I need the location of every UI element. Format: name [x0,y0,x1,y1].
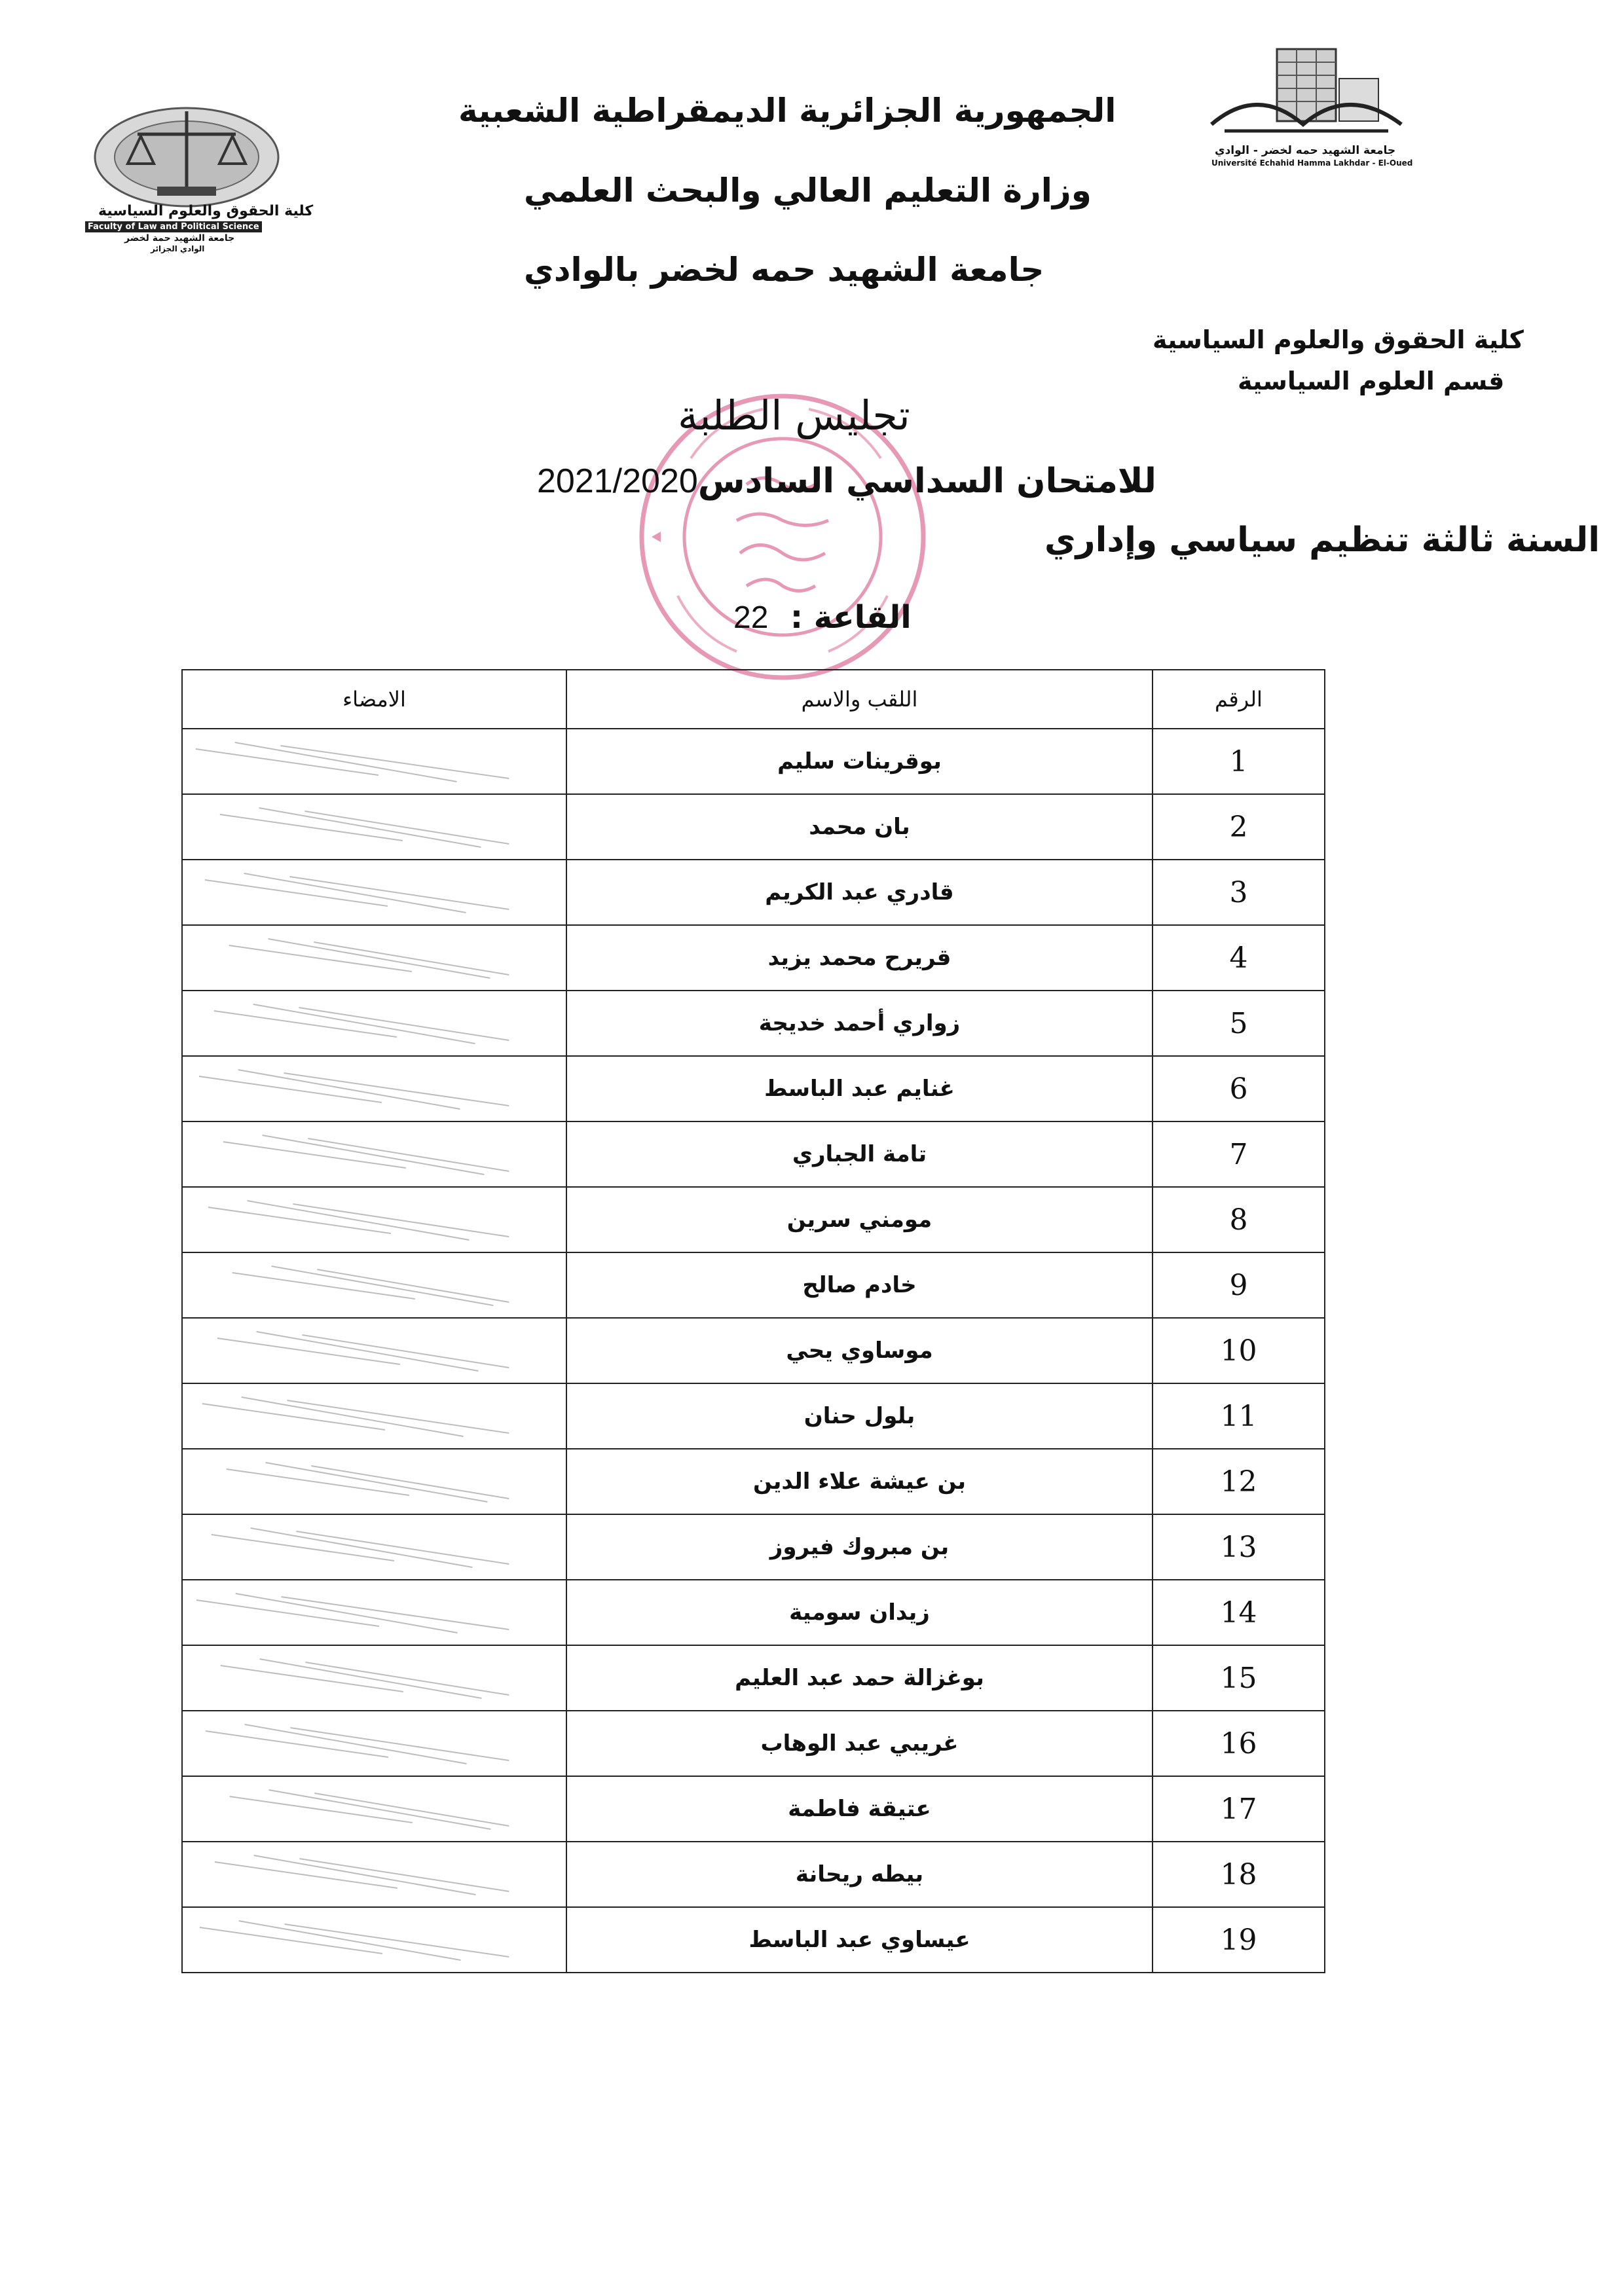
table-row [182,1056,1325,1121]
table-row [182,1645,1325,1711]
row-number: 1 [1153,729,1325,794]
signature-scribble-icon [183,1122,566,1186]
signature-scribble-icon [183,1253,566,1317]
signature-cell[interactable] [182,1252,566,1318]
student-name: زواري أحمد خديجة [566,991,1153,1056]
signature-scribble-icon [183,1842,566,1906]
university-building-icon [1198,39,1414,144]
table-row [182,1580,1325,1645]
row-number: 12 [1153,1449,1325,1514]
student-name: موساوي يحي [566,1318,1153,1383]
exam-year: 2021/2020 [537,462,698,500]
ministry-name: وزارة التعليم العالي والبحث العلمي [524,172,1092,210]
student-name: بوغزالة حمد عبد العليم [566,1645,1153,1711]
table-row [182,991,1325,1056]
header-name: اللقب والاسم [566,670,1153,729]
exam-label: للامتحان السداسي السادس [697,462,1156,501]
logo-left-caption-ar2: جامعة الشهيد حمة لخضر [124,233,235,244]
row-number: 2 [1153,794,1325,860]
signature-scribble-icon [183,1580,566,1645]
row-number: 14 [1153,1580,1325,1645]
table-row [182,1514,1325,1580]
country-name: الجمهورية الجزائرية الديمقراطية الشعبية [458,92,1116,130]
university-logo [1198,39,1414,170]
table-row [182,860,1325,925]
header-signature: الامضاء [182,670,566,729]
row-number: 17 [1153,1776,1325,1842]
header-number: الرقم [1153,670,1325,729]
row-number: 8 [1153,1187,1325,1252]
signature-cell[interactable] [182,729,566,794]
room-number: 22 [733,600,769,635]
row-number: 7 [1153,1121,1325,1187]
row-number: 6 [1153,1056,1325,1121]
logo-left-caption-ar3: الوادي الجزائر [151,244,205,253]
student-name: بلول حنان [566,1383,1153,1449]
signature-cell[interactable] [182,1383,566,1449]
table-row [182,794,1325,860]
document-title: تجليس الطلبة [678,392,910,439]
signature-scribble-icon [183,1449,566,1514]
signature-scribble-icon [183,1384,566,1448]
row-number: 5 [1153,991,1325,1056]
signature-cell[interactable] [182,1449,566,1514]
table-row [182,1907,1325,1973]
logo-left-caption-en: Faculty of Law and Political Science [85,221,262,232]
table-row [182,1318,1325,1383]
signature-scribble-icon [183,860,566,924]
row-number: 13 [1153,1514,1325,1580]
row-number: 3 [1153,860,1325,925]
signature-scribble-icon [183,1646,566,1710]
row-number: 11 [1153,1383,1325,1449]
table-row [182,1711,1325,1776]
table-row [182,1252,1325,1318]
student-name: تامة الجباري [566,1121,1153,1187]
row-number: 9 [1153,1252,1325,1318]
signature-scribble-icon [183,1057,566,1121]
student-name: عيساوي عبد الباسط [566,1907,1153,1973]
table-row [182,1449,1325,1514]
signature-cell[interactable] [182,991,566,1056]
faculty-logo [79,85,314,253]
study-year-line: السنة ثالثة تنظيم سياسي وإداري [1044,520,1600,560]
signature-scribble-icon [183,1711,566,1776]
student-name: قريرح محمد يزيد [566,925,1153,991]
row-number: 18 [1153,1842,1325,1907]
room-line [733,599,912,636]
signature-scribble-icon [183,926,566,990]
row-number: 10 [1153,1318,1325,1383]
faculty-name: كلية الحقوق والعلوم السياسية [1153,325,1524,354]
logo-left-caption-ar: كلية الحقوق والعلوم السياسية [98,203,314,219]
student-name: بان محمد [566,794,1153,860]
row-number: 4 [1153,925,1325,991]
student-name: بوقرينات سليم [566,729,1153,794]
table-header-row [182,670,1325,729]
signature-cell[interactable] [182,1187,566,1252]
table-body [182,729,1325,1973]
faculty-emblem-icon [79,85,295,210]
row-number: 15 [1153,1645,1325,1711]
table-row [182,729,1325,794]
signature-cell[interactable] [182,1645,566,1711]
student-name: زيدان سومية [566,1580,1153,1645]
table-row [182,1187,1325,1252]
student-name: بيطه ريحانة [566,1842,1153,1907]
signature-cell[interactable] [182,860,566,925]
signature-cell[interactable] [182,1776,566,1842]
university-name: جامعة الشهيد حمه لخضر بالوادي [524,251,1044,289]
exam-line [537,462,1156,501]
signature-cell[interactable] [182,1907,566,1973]
table-row [182,1383,1325,1449]
signature-cell[interactable] [182,1056,566,1121]
student-name: قادري عبد الكريم [566,860,1153,925]
student-name: خادم صالح [566,1252,1153,1318]
logo-right-caption-ar: جامعة الشهيد حمه لخضر - الوادي [1215,144,1396,157]
signature-cell[interactable] [182,1580,566,1645]
table-row [182,925,1325,991]
signature-scribble-icon [183,1515,566,1579]
signature-scribble-icon [183,1908,566,1972]
signature-cell[interactable] [182,1711,566,1776]
student-name: غريبي عبد الوهاب [566,1711,1153,1776]
student-name: غنايم عبد الباسط [566,1056,1153,1121]
signature-cell[interactable] [182,794,566,860]
student-name: مومني سرين [566,1187,1153,1252]
signature-cell[interactable] [182,1318,566,1383]
row-number: 16 [1153,1711,1325,1776]
signature-scribble-icon [183,1777,566,1841]
signature-cell[interactable] [182,925,566,991]
department-name: قسم العلوم السياسية [1238,367,1505,395]
signature-scribble-icon [183,1188,566,1252]
signature-scribble-icon [183,729,566,793]
signature-cell[interactable] [182,1121,566,1187]
signature-scribble-icon [183,795,566,859]
student-name: بن مبروك فيروز [566,1514,1153,1580]
student-name: بن عيشة علاء الدين [566,1449,1153,1514]
table-row [182,1776,1325,1842]
room-label: القاعة : [790,599,912,636]
table-row [182,1842,1325,1907]
signature-scribble-icon [183,991,566,1055]
seating-table [181,669,1325,1973]
signature-cell[interactable] [182,1514,566,1580]
student-name: عتيقة فاطمة [566,1776,1153,1842]
signature-cell[interactable] [182,1842,566,1907]
signature-scribble-icon [183,1319,566,1383]
row-number: 19 [1153,1907,1325,1973]
logo-right-caption-en: Université Echahid Hamma Lakhdar - El-Oued [1211,158,1413,168]
table-row [182,1121,1325,1187]
